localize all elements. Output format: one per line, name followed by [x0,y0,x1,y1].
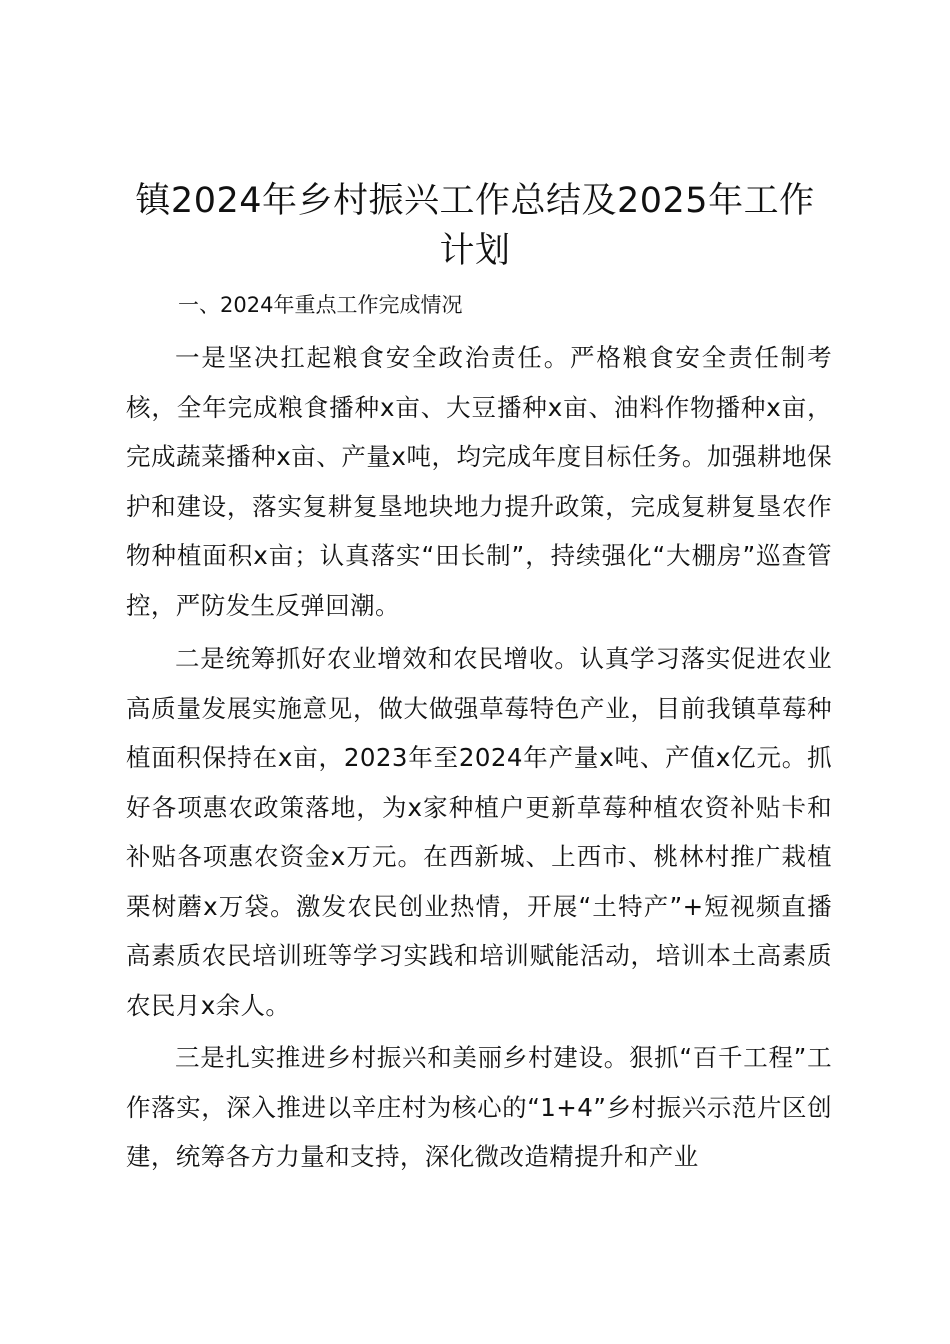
paragraph-rural-revitalization: 三是扎实推进乡村振兴和美丽乡村建设。狠抓“百千工程”工作落实，深入推进以辛庄村为核心的“1+4”乡村振兴示范片区创建，统筹各方力量和支持，深化微改造精提升和产业 [126,1043,832,1171]
paragraph-grain-security: 一是坚决扛起粮食安全政治责任。严格粮食安全责任制考核，全年完成粮食播种x亩、大豆播种x亩、油料作物播种x亩，完成蔬菜播种x亩、产量x吨，均完成年度目标任务。加强耕地保护和建设，落实复耕复垦地块地力提升政策，完成复耕复垦农作物种植面积x亩；认真落实“田长制”，持续强化“大棚房”巡查管控，严防发生反弹回潮。 [126,343,832,620]
section-heading: 一、2024年重点工作完成情况 [178,293,463,317]
paragraph-farmer-income: 二是统筹抓好农业增效和农民增收。认真学习落实促进农业高质量发展实施意见，做大做强草莓特色产业，目前我镇草莓种植面积保持在x亩，2023年至2024年产量x吨、产值x亿元。抓好各项惠农政策落地，为x家种植户更新草莓种植农资补贴卡和补贴各项惠农资金x万元。在西新城、上西市、桃林村推广栽植栗树蘑x万袋。激发农民创业热情，开展“土特产”+短视频直播高素质农民培训班等学习实践和培训赋能活动，培训本土高素质农民月x余人。 [126,644,832,1020]
document-title: 镇2024年乡村振兴工作总结及2025年工作计划 [135,181,815,271]
